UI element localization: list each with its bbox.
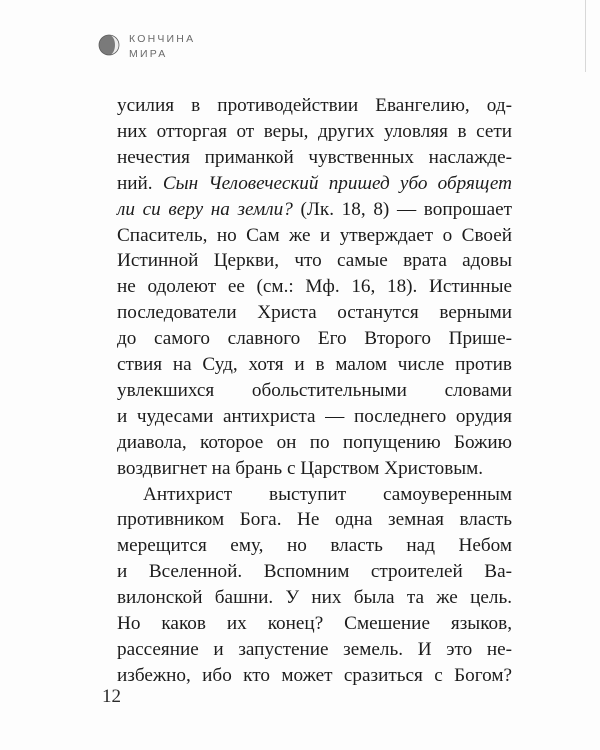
text-line-4-roman: ний.: [117, 172, 163, 194]
scripture-quote-part-2: ли си веру на земли?: [117, 198, 293, 220]
text-line-13: и чудесами антихриста — последнего орудия: [117, 405, 512, 427]
text-line-15: воздвигнет на брань с Царством Христовым.: [117, 457, 484, 479]
text-line-16: Антихрист выступит самоуверенным: [143, 483, 512, 505]
moon-globe-icon: [98, 34, 120, 56]
text-line-5-roman: (Лк. 18, 8) — вопрошает: [292, 198, 512, 220]
running-title-line-1: КОНЧИНА: [129, 33, 196, 45]
text-line-10: до самого славного Его Второго Прише-: [117, 328, 512, 350]
running-header: [98, 32, 195, 62]
text-line-7: Истинной Церкви, что самые врата адовы: [117, 250, 512, 272]
scripture-quote-part-1: Сын Человеческий пришед убо обрящет: [162, 172, 512, 194]
text-line-14: диавола, которое он по попущению Божию: [117, 431, 512, 453]
text-line-12: увлекшихся обольстительными словами: [117, 379, 512, 401]
text-line-3: нечестия приманкой чувственных наслажде-: [117, 146, 512, 168]
text-line-6: Спаситель, но Сам же и утверждает о Своей: [117, 224, 512, 246]
page-edge-mark: [585, 0, 586, 72]
page-number: 12: [102, 686, 121, 707]
text-line-18: мерещится ему, но власть над Небом: [117, 535, 512, 557]
text-line-1: усилия в противодействии Евангелию, од-: [117, 95, 512, 116]
text-line-11: ствия на Суд, хотя и в малом числе против: [117, 354, 512, 375]
running-title: [129, 32, 195, 62]
running-title-line-2: МИРА: [129, 48, 168, 60]
text-line-19: и Вселенной. Вспомним строителей Ва-: [117, 561, 512, 583]
text-line-5: [117, 197, 512, 223]
text-line-21: Но каков их конец? Смешение языков,: [117, 613, 512, 634]
text-line-22: рассеяние и запустение земель. И это не-: [117, 638, 512, 660]
text-line-2: них отторгая от веры, других уловляя в сети: [117, 120, 512, 142]
text-line-8: не одолеют ее (см.: Мф. 16, 18). Истинные: [117, 276, 512, 298]
text-line-9: последователи Христа останутся верными: [117, 302, 512, 324]
text-line-17: противником Бога. Не одна земная власть: [117, 509, 512, 531]
text-line-20: вилонской башни. У них была та же цель.: [117, 587, 512, 609]
text-line-23: избежно, ибо кто может сразиться с Богом?: [117, 664, 512, 686]
text-line-4: [117, 171, 512, 197]
